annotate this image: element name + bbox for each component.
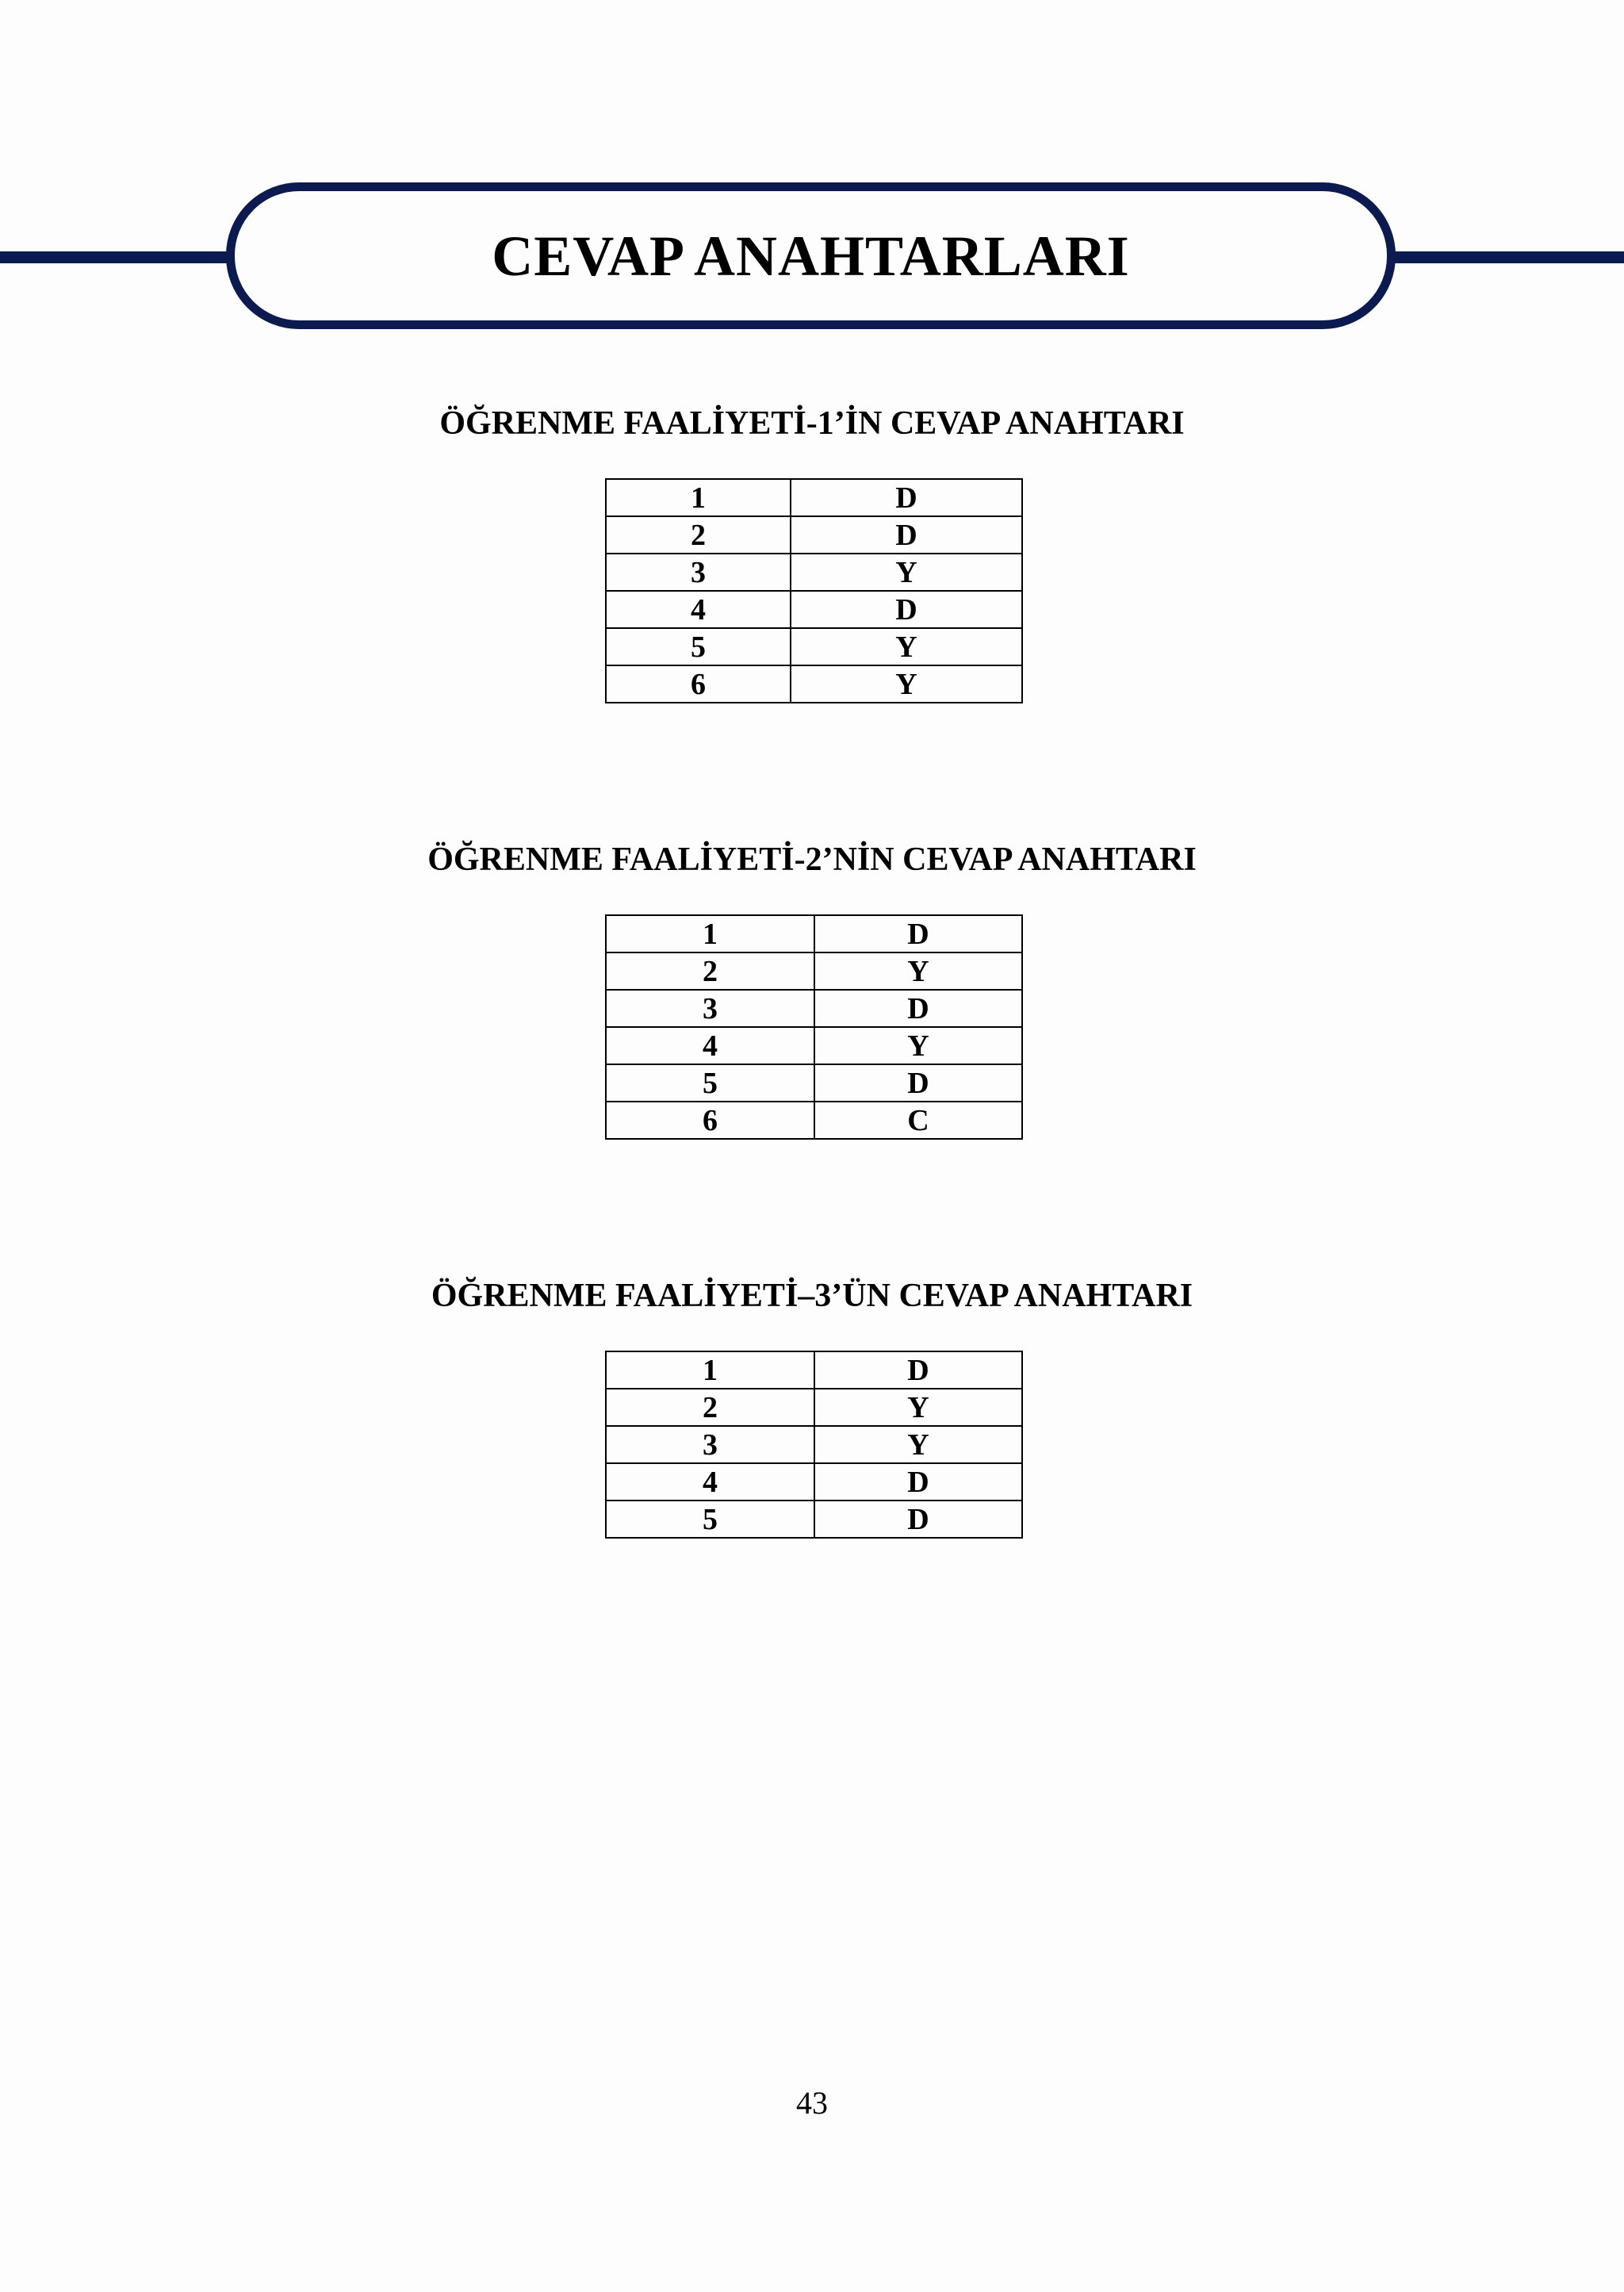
page-number: 43 [796, 2085, 828, 2121]
page-title: CEVAP ANAHTARLARI [492, 224, 1130, 288]
answer-cell: D [814, 1463, 1022, 1501]
question-number: 5 [606, 1501, 814, 1538]
table-row [606, 554, 1022, 591]
table-row [606, 665, 1022, 703]
answer-cell: Y [791, 665, 1022, 703]
table-row [606, 628, 1022, 665]
table-row [606, 952, 1022, 990]
table-row [606, 516, 1022, 554]
answer-cell: D [791, 516, 1022, 554]
question-number: 5 [606, 628, 791, 665]
header-rule-right [1388, 251, 1624, 263]
answer-cell: Y [814, 1426, 1022, 1463]
answer-key-table-3 [605, 1351, 1023, 1539]
answer-cell: Y [814, 1389, 1022, 1426]
table-row [606, 1027, 1022, 1064]
table-row [606, 479, 1022, 516]
section-title-2: ÖĞRENME FAALİYETİ-2’NİN CEVAP ANAHTARI [427, 841, 1197, 878]
section-title-1: ÖĞRENME FAALİYETİ-1’İN CEVAP ANAHTARI [439, 405, 1185, 442]
table-row [606, 1102, 1022, 1139]
table-row [606, 1064, 1022, 1102]
header-banner [226, 182, 1396, 329]
answer-cell: D [814, 1064, 1022, 1102]
table-row [606, 591, 1022, 628]
question-number: 4 [606, 1463, 814, 1501]
question-number: 6 [606, 1102, 814, 1139]
table-row [606, 990, 1022, 1027]
table-row [606, 1389, 1022, 1426]
question-number: 2 [606, 516, 791, 554]
table-row [606, 1463, 1022, 1501]
question-number: 3 [606, 1426, 814, 1463]
question-number: 4 [606, 1027, 814, 1064]
answer-cell: C [814, 1102, 1022, 1139]
answer-key-table-2 [605, 914, 1023, 1140]
question-number: 2 [606, 952, 814, 990]
section-title-3: ÖĞRENME FAALİYETİ–3’ÜN CEVAP ANAHTARI [431, 1278, 1193, 1314]
answer-cell: Y [791, 554, 1022, 591]
question-number: 1 [606, 1351, 814, 1389]
answer-cell: Y [814, 1027, 1022, 1064]
answer-cell: D [814, 1351, 1022, 1389]
table-row [606, 1426, 1022, 1463]
header-rule-left [0, 251, 238, 263]
question-number: 4 [606, 591, 791, 628]
question-number: 1 [606, 915, 814, 952]
table-row [606, 1351, 1022, 1389]
answer-cell: D [814, 1501, 1022, 1538]
question-number: 6 [606, 665, 791, 703]
answer-cell: Y [814, 952, 1022, 990]
answer-cell: Y [791, 628, 1022, 665]
question-number: 3 [606, 990, 814, 1027]
answer-cell: D [791, 479, 1022, 516]
question-number: 2 [606, 1389, 814, 1426]
question-number: 5 [606, 1064, 814, 1102]
table-row [606, 1501, 1022, 1538]
answer-cell: D [791, 591, 1022, 628]
table-row [606, 915, 1022, 952]
question-number: 3 [606, 554, 791, 591]
answer-cell: D [814, 990, 1022, 1027]
answer-cell: D [814, 915, 1022, 952]
question-number: 1 [606, 479, 791, 516]
answer-key-table-1 [605, 478, 1023, 703]
